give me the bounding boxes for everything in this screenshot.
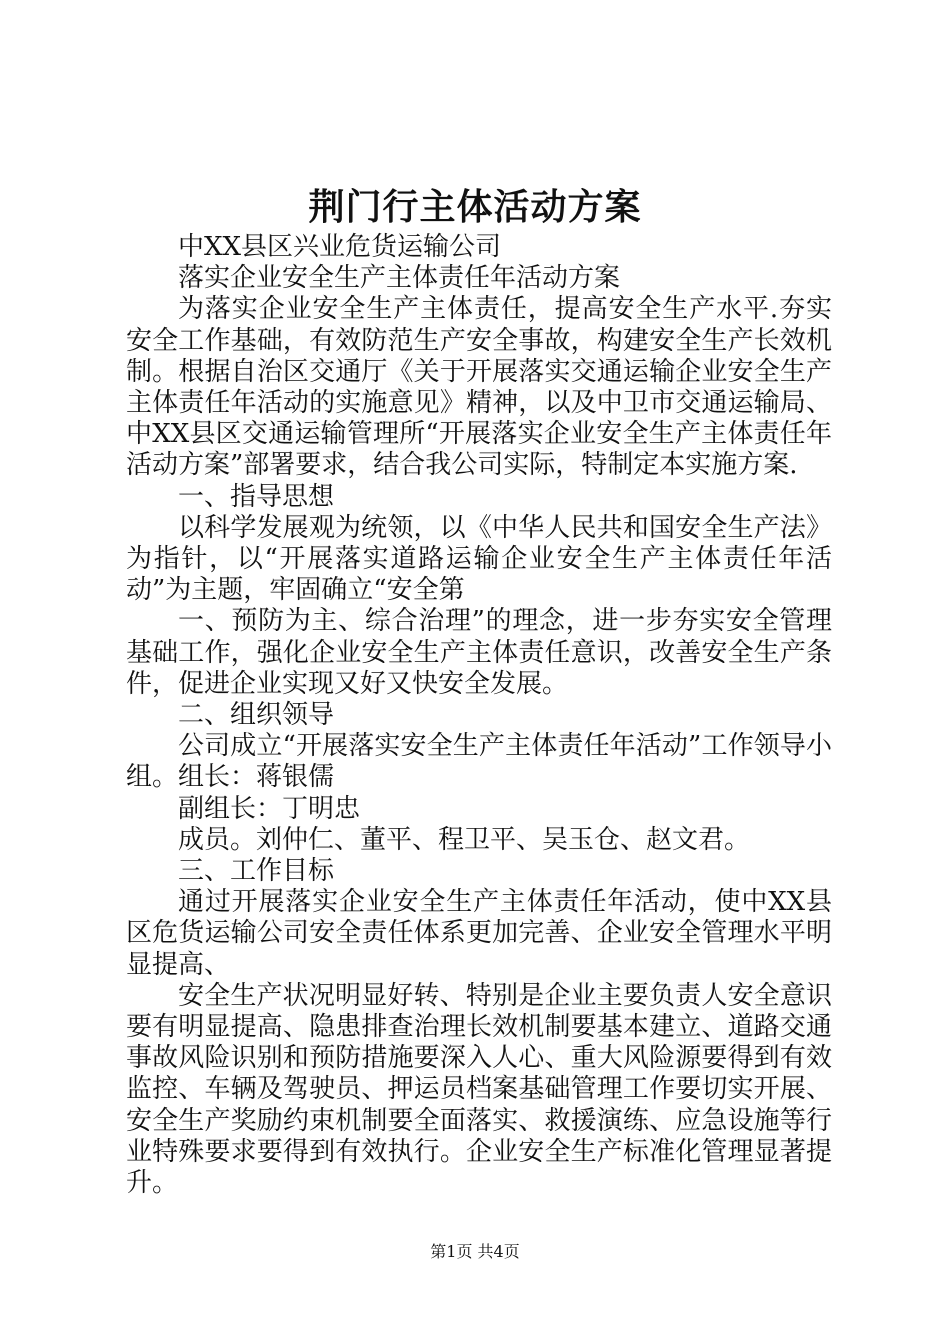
paragraph-leadership-group: 公司成立“开展落实安全生产主体责任年活动”工作领导小组。组长：蒋银儒 <box>126 731 832 793</box>
paragraph-deputy-leader: 副组长：丁明忠 <box>178 793 361 824</box>
section-heading-organization: 二、组织领导 <box>178 700 335 731</box>
page-footer: 第1页 共4页 <box>430 1242 520 1261</box>
document-body <box>126 232 832 1199</box>
paragraph-work-goals: 通过开展落实企业安全生产主体责任年活动，使中XX县区危货运输公司安全责任体系更加完善、企业安全管理水平明显提高、 <box>126 887 832 980</box>
paragraph-plan-name: 落实企业安全生产主体责任年活动方案 <box>178 263 621 294</box>
section-heading-guiding-ideology: 一、指导思想 <box>178 481 335 512</box>
paragraph-company-name: 中XX县区兴业危货运输公司 <box>178 232 502 262</box>
paragraph-members: 成员。刘仲仁、董平、程卫平、吴玉仓、赵文君。 <box>178 824 751 855</box>
paragraph-guiding-ideology: 以科学发展观为统领，以《中华人民共和国安全生产法》为指针，以“开展落实道路运输企业安全生产主体责任年活动”为主题，牢固确立“安全第 <box>126 512 832 606</box>
paragraph-introduction: 为落实企业安全生产主体责任，提高安全生产水平.夯实安全工作基础，有效防范生产安全事故，构建安全生产长效机制。根据自治区交通厅《关于开展落实交通运输企业安全生产主体责任年活动的实施意见》精神，以及中卫市交通运输局、中XX县区交通运输管理所“开展落实企业安全生产主体责任年活动方案”部署要求，结合我公司实际，特制定本实施方案. <box>126 294 832 481</box>
paragraph-guiding-ideology-continued: 一、预防为主、综合治理”的理念，进一步夯实安全管理基础工作，强化企业安全生产主体责任意识，改善安全生产条件，促进企业实现又好又快安全发展。 <box>126 606 832 699</box>
paragraph-work-goals-continued: 安全生产状况明显好转、特别是企业主要负责人安全意识要有明显提高、隐患排查治理长效机制要基本建立、道路交通事故风险识别和预防措施要深入人心、重大风险源要得到有效监控、车辆及驾驶员、押运员档案基础管理工作要切实开展、安全生产奖励约束机制要全面落实、救援演练、应急设施等行业特殊要求要得到有效执行。企业安全生产标准化管理显著提升。 <box>126 980 832 1199</box>
section-heading-work-goals: 三、工作目标 <box>178 856 335 887</box>
document-title: 荆门行主体活动方案 <box>308 187 642 228</box>
